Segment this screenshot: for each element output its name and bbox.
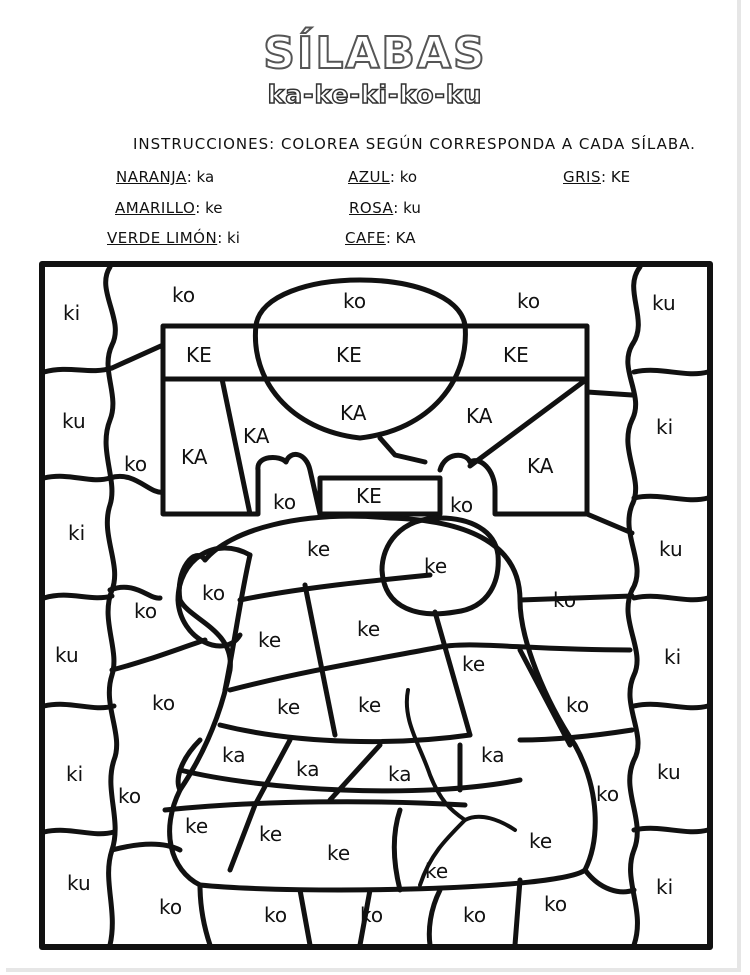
region-label[interactable]: ko	[202, 581, 226, 605]
worksheet-subtitle: ka-ke-ki-ko-ku	[267, 80, 483, 109]
region-label[interactable]: ko	[152, 691, 176, 715]
legend-item-azul: AZUL: ko	[348, 168, 418, 186]
region-label[interactable]: ki	[68, 521, 86, 545]
legend-syllable: ku	[403, 199, 421, 217]
region-label[interactable]: ke	[307, 537, 331, 561]
region-label[interactable]: ki	[66, 762, 84, 786]
region-label[interactable]: ko	[264, 903, 288, 927]
region-label[interactable]: ko	[553, 588, 577, 612]
legend-syllable: ka	[196, 168, 215, 186]
legend-color-name: CAFE	[345, 229, 386, 247]
region-label[interactable]: ke	[259, 822, 283, 846]
region-label[interactable]: ki	[656, 415, 674, 439]
instructions-text: INSTRUCCIONES: COLOREA SEGÚN CORRESPONDA A CADA SÍLABA.	[133, 135, 696, 153]
legend-syllable: ki	[227, 229, 240, 247]
region-label[interactable]: KA	[243, 424, 270, 448]
region-label[interactable]: KE	[186, 343, 212, 367]
legend-syllable: ke	[205, 199, 223, 217]
region-label[interactable]: ku	[659, 537, 683, 561]
region-label[interactable]: ko	[450, 493, 474, 517]
region-label[interactable]: ke	[277, 695, 301, 719]
region-label[interactable]: KA	[527, 454, 554, 478]
region-label[interactable]: ko	[273, 490, 297, 514]
legend-color-name: AMARILLO	[115, 199, 196, 217]
region-label[interactable]: ke	[358, 693, 382, 717]
region-label[interactable]: ko	[463, 903, 487, 927]
legend-color-name: VERDE LIMÓN	[107, 229, 218, 247]
region-label[interactable]: ko	[124, 452, 148, 476]
region-label[interactable]: ko	[159, 895, 183, 919]
region-label[interactable]: ko	[118, 784, 142, 808]
region-label[interactable]: KA	[340, 401, 367, 425]
region-label[interactable]: ko	[517, 289, 541, 313]
legend-item-rosa: ROSA: ku	[349, 199, 421, 217]
region-label[interactable]: ko	[343, 289, 367, 313]
region-label[interactable]: KE	[503, 343, 529, 367]
legend-item-verde-limon: VERDE LIMÓN: ki	[107, 229, 240, 247]
region-label[interactable]: KA	[181, 445, 208, 469]
legend-item-amarillo: AMARILLO: ke	[115, 199, 223, 217]
region-label[interactable]: ki	[656, 875, 674, 899]
region-label[interactable]: KE	[356, 484, 382, 508]
region-label[interactable]: ke	[327, 841, 351, 865]
region-label[interactable]: ke	[258, 628, 282, 652]
region-label[interactable]: ki	[63, 301, 81, 325]
legend-item-gris: GRIS: KE	[563, 168, 631, 186]
region-label[interactable]: ka	[296, 757, 320, 781]
region-label[interactable]: ke	[424, 554, 448, 578]
region-label[interactable]: ke	[185, 814, 209, 838]
region-label[interactable]: ku	[657, 760, 681, 784]
region-label[interactable]: KE	[336, 343, 362, 367]
region-label[interactable]: ku	[55, 643, 79, 667]
region-label[interactable]: ko	[544, 892, 568, 916]
legend-item-cafe: CAFE: KA	[345, 229, 416, 247]
region-label[interactable]: ku	[67, 871, 91, 895]
legend-color-name: GRIS	[563, 168, 601, 186]
legend-color-name: NARANJA	[116, 168, 187, 186]
region-label[interactable]: ko	[360, 903, 384, 927]
legend-color-name: AZUL	[348, 168, 390, 186]
region-label[interactable]: KA	[466, 404, 493, 428]
legend-item-naranja: NARANJA: ka	[116, 168, 215, 186]
region-label[interactable]: ko	[134, 599, 158, 623]
legend-syllable: KE	[610, 168, 631, 186]
region-label[interactable]: ko	[596, 782, 620, 806]
worksheet-title: SÍLABAS	[263, 28, 487, 79]
region-label[interactable]: ku	[62, 409, 86, 433]
region-label[interactable]: ke	[425, 859, 449, 883]
region-label[interactable]: ka	[222, 743, 246, 767]
legend-syllable: ko	[399, 168, 418, 186]
region-label[interactable]: ku	[652, 291, 676, 315]
region-label[interactable]: ka	[481, 743, 505, 767]
region-label[interactable]: ke	[529, 829, 553, 853]
legend-syllable: KA	[395, 229, 416, 247]
region-label[interactable]: ko	[172, 283, 196, 307]
region-label[interactable]: ka	[388, 762, 412, 786]
region-label[interactable]: ko	[566, 693, 590, 717]
region-label[interactable]: ke	[357, 617, 381, 641]
legend-color-name: ROSA	[349, 199, 394, 217]
region-label[interactable]: ke	[462, 652, 486, 676]
region-label[interactable]: ki	[664, 645, 682, 669]
